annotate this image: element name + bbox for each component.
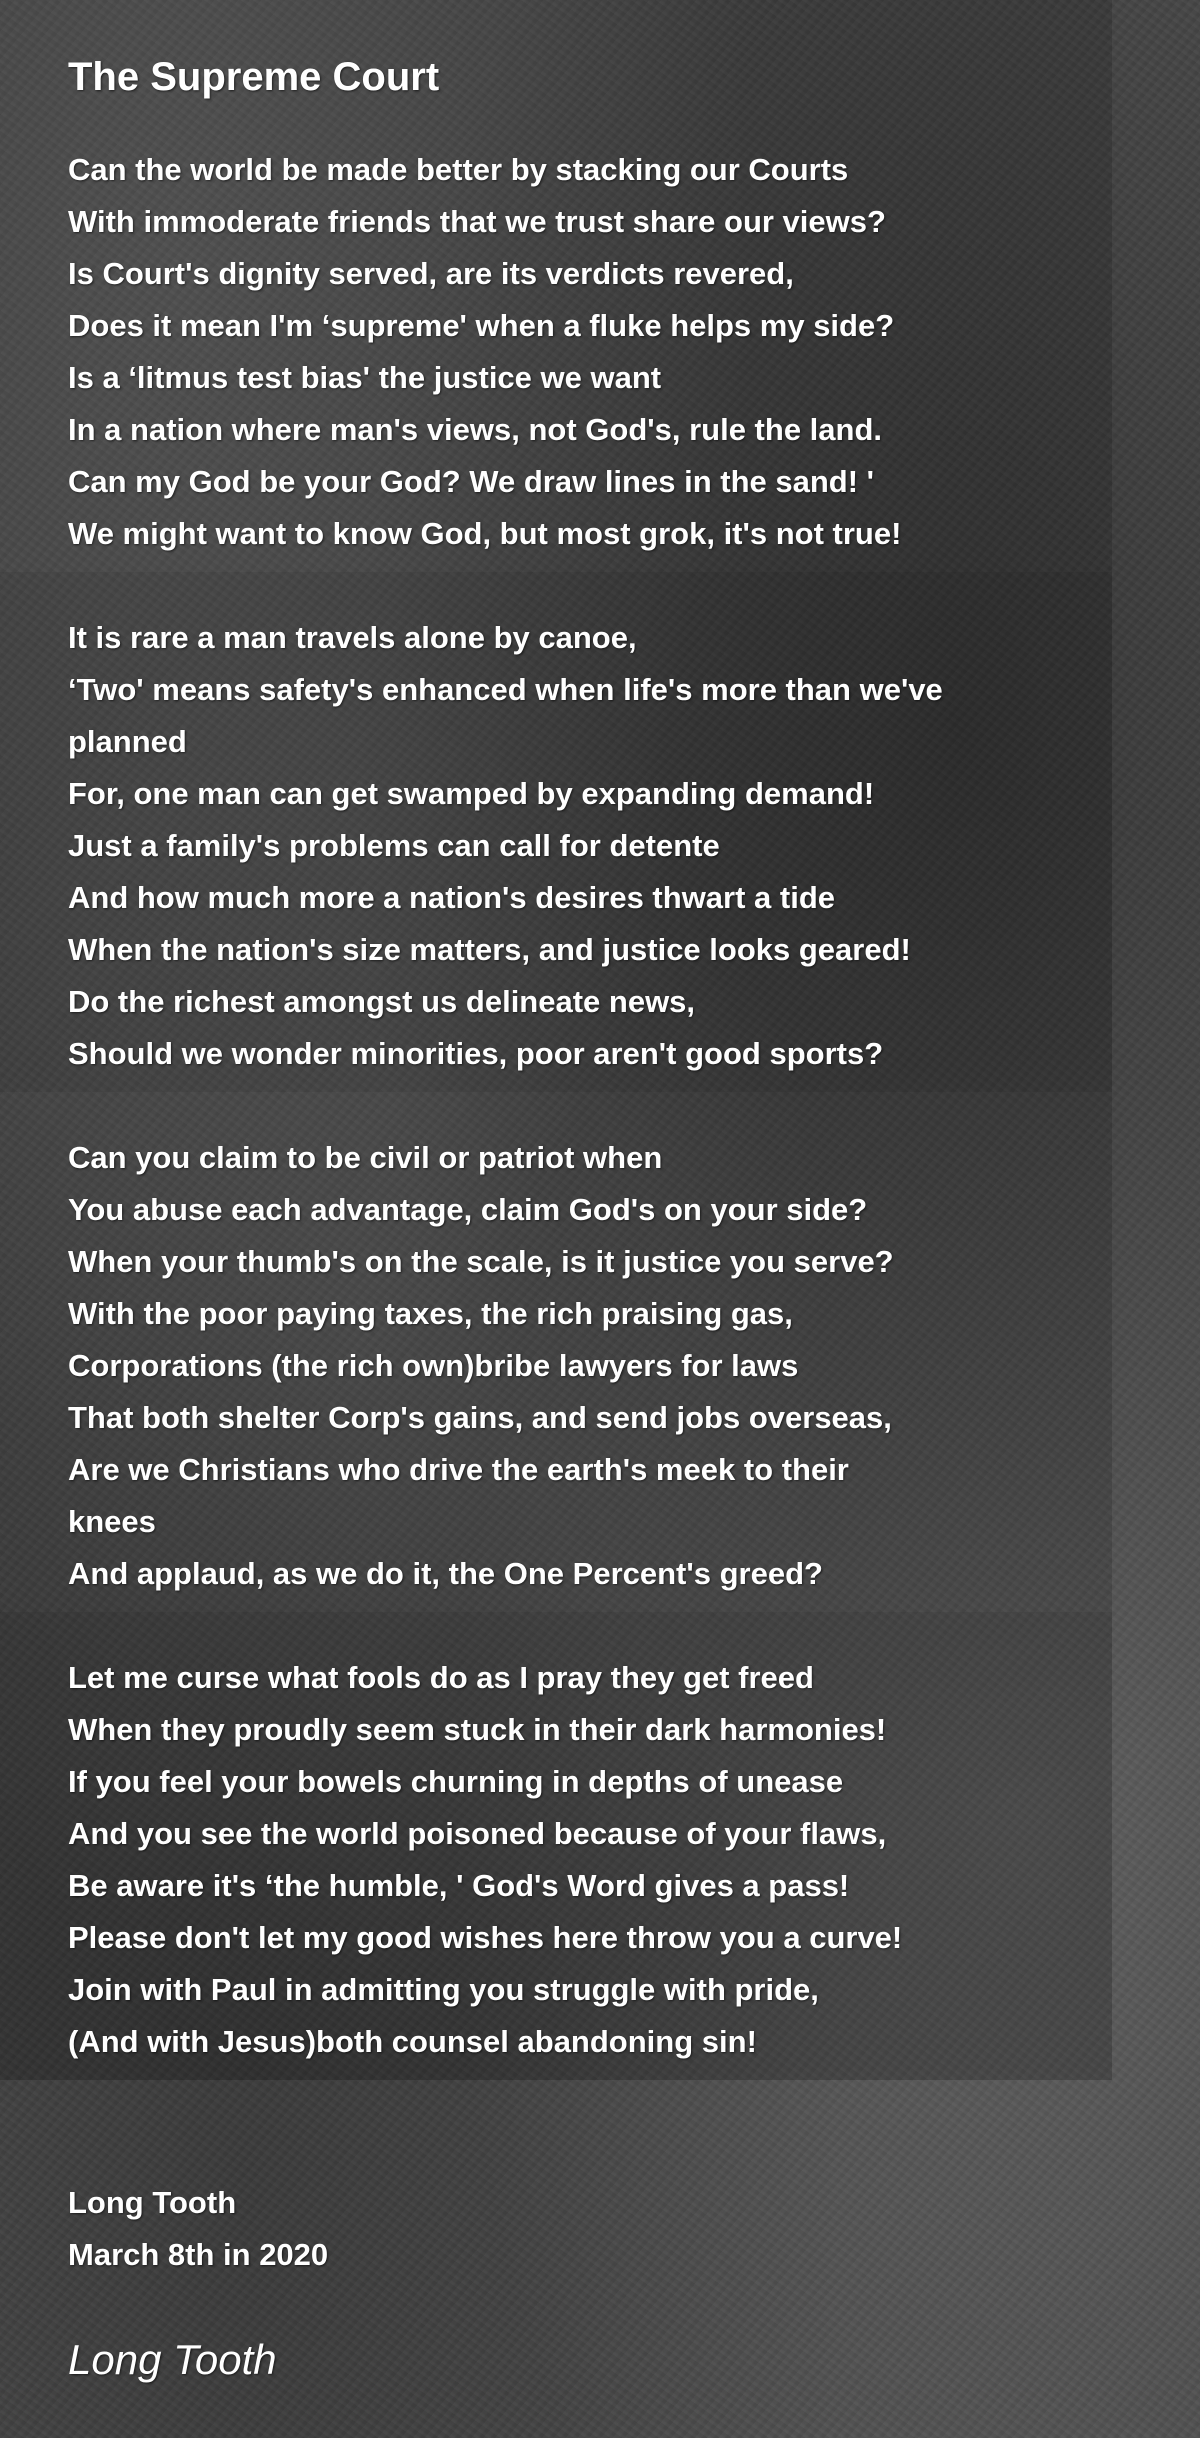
poem-line: And how much more a nation's desires thwart a tide [68, 880, 836, 915]
poem-line: Let me curse what fools do as I pray they get freed [68, 1660, 814, 1695]
poem-line: (And with Jesus)both counsel abandoning sin! [68, 2024, 757, 2059]
poem-line: When your thumb's on the scale, is it justice you serve? [68, 1244, 894, 1279]
poem-line: Is a ‘litmus test bias' the justice we want [68, 360, 662, 395]
poem-line: That both shelter Corp's gains, and send jobs overseas, [68, 1400, 892, 1435]
poem-line: If you feel your bowels churning in depths of unease [68, 1764, 844, 1799]
poem-line: Just a family's problems can call for detente [68, 828, 720, 863]
poem-date: March 8th in 2020 [68, 2237, 329, 2272]
poem-footer [68, 2177, 328, 2281]
author-signature: Long Tooth [68, 2336, 277, 2383]
poem-line: Can you claim to be civil or patriot when [68, 1140, 663, 1175]
stanza-4 [68, 1652, 1128, 2068]
poem-line: With immoderate friends that we trust share our views? [68, 204, 886, 239]
poem-line: And applaud, as we do it, the One Percent's greed? [68, 1556, 823, 1591]
stanza-2 [68, 612, 1128, 1080]
poem-line: When the nation's size matters, and justice looks geared! [68, 932, 911, 967]
poem-line: Be aware it's ‘the humble, ' God's Word gives a pass! [68, 1868, 850, 1903]
stanza-1 [68, 144, 1128, 560]
stanza-3 [68, 1132, 1128, 1600]
poem-line: Can the world be made better by stacking our Courts [68, 152, 849, 187]
poem-title: The Supreme Court [68, 55, 440, 99]
poem-line: Is Court's dignity served, are its verdicts revered, [68, 256, 794, 291]
poem-line: Should we wonder minorities, poor aren't good sports? [68, 1036, 884, 1071]
poem-line: Does it mean I'm ‘supreme' when a fluke helps my side? [68, 308, 895, 343]
poem-line: Do the richest amongst us delineate news, [68, 984, 696, 1019]
poem-line: We might want to know God, but most grok, it's not true! [68, 516, 902, 551]
poem-line: In a nation where man's views, not God's, rule the land. [68, 412, 883, 447]
poem-line: Please don't let my good wishes here throw you a curve! [68, 1920, 903, 1955]
poem-line: Corporations (the rich own)bribe lawyers for laws [68, 1348, 799, 1383]
poem-body [68, 48, 1128, 2120]
poem-line: planned [68, 724, 187, 759]
poem-line: It is rare a man travels alone by canoe, [68, 620, 637, 655]
poem-line: With the poor paying taxes, the rich praising gas, [68, 1296, 793, 1331]
poem-line: ‘Two' means safety's enhanced when life's more than we've [68, 672, 943, 707]
poem-line: And you see the world poisoned because of your flaws, [68, 1816, 887, 1851]
poem-line: Are we Christians who drive the earth's meek to their [68, 1452, 849, 1487]
poem-line: For, one man can get swamped by expanding demand! [68, 776, 875, 811]
poem-line: You abuse each advantage, claim God's on your side? [68, 1192, 868, 1227]
author-name: Long Tooth [68, 2185, 237, 2220]
poem-line: Join with Paul in admitting you struggle with pride, [68, 1972, 819, 2007]
poem-line: When they proudly seem stuck in their dark harmonies! [68, 1712, 887, 1747]
poem-line: knees [68, 1504, 156, 1539]
poem-line: Can my God be your God? We draw lines in the sand! ' [68, 464, 875, 499]
